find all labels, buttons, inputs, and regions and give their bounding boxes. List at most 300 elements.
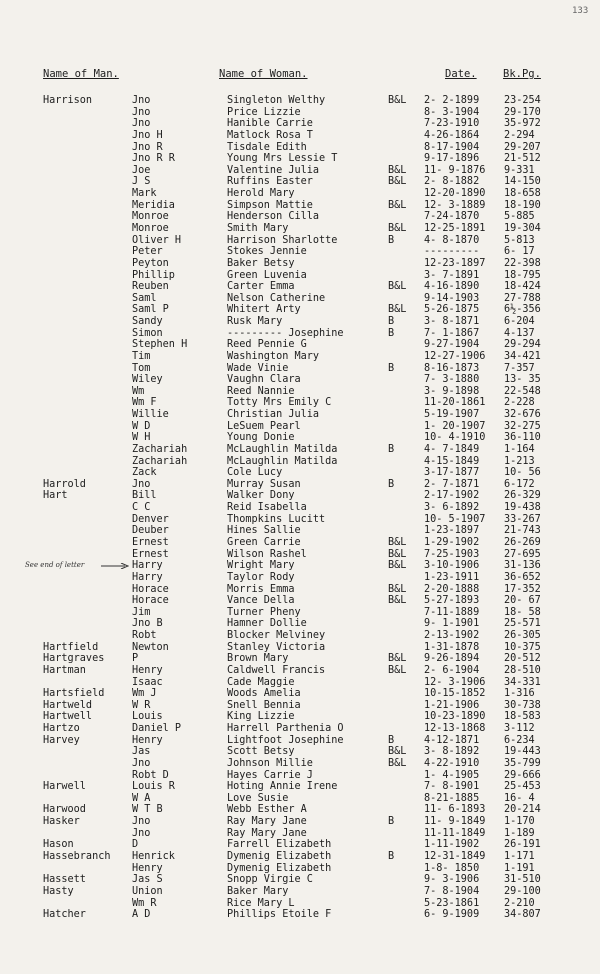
record-type-cell: B (388, 478, 395, 490)
book-page-cell: 30-738 (504, 699, 541, 711)
book-page-cell: 27-695 (504, 548, 541, 560)
table-row (0, 642, 600, 654)
date-cell: 3- 7-1891 (424, 269, 480, 281)
date-cell: 5-19-1907 (424, 409, 480, 420)
date-cell: 4-22-1910 (424, 757, 480, 769)
record-type-cell: B&L (388, 222, 407, 234)
table-row (0, 909, 600, 921)
table-row (0, 618, 600, 630)
book-page-cell: 32-676 (504, 409, 541, 420)
table-row (0, 839, 600, 851)
given-name-cell: Harry (132, 560, 163, 572)
given-name-cell: Meridia (132, 199, 175, 211)
record-type-cell: B&L (388, 95, 407, 106)
book-page-cell: 34-331 (504, 676, 541, 688)
given-name-cell: Jno (132, 816, 151, 828)
given-name-cell: Peter (132, 246, 163, 258)
given-name-cell: D (132, 839, 139, 851)
woman-name-cell: Snopp Virgie C (227, 874, 313, 886)
woman-name-cell: Smith Mary (227, 222, 289, 234)
woman-name-cell: Wilson Rashel (227, 548, 307, 560)
given-name-cell: Wm J (132, 688, 157, 700)
woman-name-cell: Thompkins Lucitt (227, 513, 326, 525)
book-page-cell: 2-294 (504, 129, 535, 141)
book-page-cell: 25-571 (504, 618, 541, 630)
date-cell: 4-26-1864 (424, 129, 480, 141)
record-type-cell: B&L (388, 664, 407, 676)
date-cell: 2-17-1902 (424, 490, 480, 502)
woman-name-cell: Johnson Millie (227, 757, 313, 769)
book-page-cell: 1-191 (504, 862, 535, 874)
margin-note: See end of letter (25, 561, 85, 569)
record-type-cell: B&L (388, 746, 407, 758)
woman-name-cell: Reed Nannie (227, 385, 295, 397)
surname-cell: Hasker (43, 816, 80, 828)
woman-name-cell: Blocker Melviney (227, 630, 326, 641)
book-page-cell: 4-137 (504, 327, 535, 339)
book-page-cell: 7-357 (504, 362, 535, 374)
record-type-cell: B&L (388, 199, 407, 211)
date-cell: 8-17-1904 (424, 141, 480, 153)
woman-name-cell: Cole Lucy (227, 467, 283, 479)
book-page-cell: 1-170 (504, 816, 535, 828)
date-cell: 10-23-1890 (424, 711, 486, 723)
given-name-cell: Denver (132, 513, 169, 525)
book-page-cell: 26-269 (504, 536, 541, 548)
date-cell: 5-27-1893 (424, 595, 480, 607)
surname-cell: Hartgraves (43, 653, 105, 665)
woman-name-cell: Hines Sallie (227, 525, 301, 537)
book-page-cell: 22-548 (504, 385, 541, 397)
given-name-cell: W D (132, 420, 151, 432)
record-type-cell: B (388, 327, 395, 339)
surname-cell: Hassett (43, 874, 86, 886)
book-page-cell: 6½-356 (504, 304, 541, 316)
book-page-cell: 18-190 (504, 199, 541, 211)
book-page-cell: 35-972 (504, 118, 541, 130)
book-page-cell: 18-795 (504, 269, 541, 281)
book-page-cell: 20-214 (504, 804, 541, 816)
given-name-cell: A D (132, 909, 151, 921)
date-cell: 1-23-1911 (424, 571, 480, 583)
woman-name-cell: Reed Pennie G (227, 339, 307, 351)
woman-name-cell: Baker Mary (227, 885, 289, 897)
table-row (0, 816, 600, 828)
date-cell: 3-10-1906 (424, 560, 480, 572)
woman-name-cell: Carter Emma (227, 281, 295, 293)
table-row (0, 746, 600, 758)
given-name-cell: Oliver H (132, 234, 182, 246)
woman-name-cell: Young Donie (227, 432, 295, 444)
woman-name-cell: Wade Vinie (227, 362, 289, 374)
given-name-cell: Isaac (132, 676, 163, 688)
surname-cell: Hartweld (43, 699, 93, 711)
surname-cell: Harrold (43, 478, 86, 490)
record-type-cell: B&L (388, 757, 407, 769)
table-row (0, 293, 600, 305)
date-cell: 1- 4-1905 (424, 769, 480, 781)
table-row (0, 584, 600, 596)
surname-cell: Hartman (43, 664, 86, 676)
given-name-cell: Ernest (132, 536, 169, 548)
woman-name-cell: Rice Mary L (227, 897, 295, 909)
book-page-cell: 29-294 (504, 339, 541, 351)
table-row (0, 270, 600, 282)
table-row (0, 514, 600, 526)
table-row (0, 432, 600, 444)
given-name-cell: Zachariah (132, 443, 188, 455)
woman-name-cell: Caldwell Francis (227, 664, 326, 676)
book-page-cell: 20- 67 (504, 595, 541, 607)
given-name-cell: Robt D (132, 769, 169, 781)
date-cell: 11- 9-1876 (424, 164, 486, 176)
table-row (0, 304, 600, 316)
record-type-cell: B&L (388, 281, 407, 293)
date-cell: 1-31-1878 (424, 641, 480, 653)
given-name-cell: Simon (132, 327, 163, 339)
given-name-cell: Jno (132, 478, 151, 490)
given-name-cell: Mark (132, 188, 157, 199)
table-row (0, 572, 600, 584)
given-name-cell: Ernest (132, 548, 169, 560)
record-type-cell: B&L (388, 164, 407, 176)
woman-name-cell: Hoting Annie Irene (227, 781, 338, 793)
record-type-cell: B (388, 851, 395, 862)
table-row (0, 490, 600, 502)
book-page-cell: 26-305 (504, 630, 541, 641)
given-name-cell: C C (132, 502, 151, 514)
given-name-cell: Jno B (132, 618, 163, 630)
woman-name-cell: Phillips Etoile F (227, 909, 332, 921)
book-page-cell: 2-210 (504, 897, 535, 909)
woman-name-cell: Love Susie (227, 792, 289, 804)
table-row (0, 397, 600, 409)
table-row (0, 688, 600, 700)
given-name-cell: W T B (132, 804, 163, 816)
date-cell: 7-24-1870 (424, 211, 480, 223)
date-cell: 1-11-1902 (424, 839, 480, 851)
table-row (0, 851, 600, 863)
table-row (0, 665, 600, 677)
woman-name-cell: Tisdale Edith (227, 141, 307, 153)
book-page-cell: 27-788 (504, 292, 541, 304)
book-page-cell: 35-799 (504, 757, 541, 769)
woman-name-cell: Snell Bennia (227, 699, 301, 711)
book-page-cell: 16- 4 (504, 792, 535, 804)
date-cell: 10- 4-1910 (424, 432, 486, 444)
woman-name-cell: Whitert Arty (227, 304, 301, 316)
date-cell: 8-21-1885 (424, 792, 480, 804)
date-cell: 2- 8-1882 (424, 176, 480, 188)
record-type-cell: B&L (388, 304, 407, 316)
given-name-cell: Bill (132, 490, 157, 502)
surname-cell: Hatcher (43, 909, 86, 921)
given-name-cell: W A (132, 792, 151, 804)
table-row (0, 176, 600, 188)
table-row (0, 502, 600, 514)
book-page-cell: 1-316 (504, 688, 535, 700)
date-cell: 1-29-1902 (424, 536, 480, 548)
table-row (0, 781, 600, 793)
woman-name-cell: Woods Amelia (227, 688, 301, 700)
table-row (0, 328, 600, 340)
given-name-cell: Daniel P (132, 723, 182, 734)
given-name-cell: Saml P (132, 304, 169, 316)
woman-name-cell: Morris Emma (227, 583, 295, 595)
given-name-cell: Jno R R (132, 153, 175, 165)
book-page-cell: 21-743 (504, 525, 541, 537)
table-row (0, 339, 600, 351)
given-name-cell: Wm (132, 385, 145, 397)
surname-cell: Hartfield (43, 641, 99, 653)
table-row (0, 153, 600, 165)
book-page-cell: 36-652 (504, 571, 541, 583)
date-cell: 9- 3-1906 (424, 874, 480, 886)
date-cell: 3-17-1877 (424, 467, 480, 479)
given-name-cell: Jno H (132, 129, 163, 141)
given-name-cell: Sandy (132, 316, 163, 327)
given-name-cell: Reuben (132, 281, 169, 293)
page-number: 133 (572, 6, 589, 16)
table-row (0, 677, 600, 689)
book-page-cell: 1-189 (504, 827, 535, 839)
woman-name-cell: Stanley Victoria (227, 641, 326, 653)
date-cell: 3- 8-1892 (424, 746, 480, 758)
given-name-cell: P (132, 653, 139, 665)
date-cell: 7- 8-1904 (424, 885, 480, 897)
given-name-cell: Phillip (132, 269, 175, 281)
table-row (0, 188, 600, 200)
book-page-cell: 6-172 (504, 478, 535, 490)
table-row (0, 211, 600, 223)
woman-name-cell: Nelson Catherine (227, 292, 326, 304)
woman-name-cell: Hanible Carrie (227, 118, 313, 130)
woman-name-cell: Ruffins Easter (227, 176, 313, 188)
date-cell: 9-14-1903 (424, 292, 480, 304)
given-name-cell: Zack (132, 467, 157, 479)
given-name-cell: Jno (132, 106, 151, 118)
woman-name-cell: Taylor Rody (227, 571, 295, 583)
table-row (0, 200, 600, 212)
given-name-cell: Jno (132, 757, 151, 769)
table-row (0, 595, 600, 607)
date-cell: 10- 5-1907 (424, 513, 486, 525)
record-type-cell: B&L (388, 560, 407, 572)
table-row (0, 235, 600, 247)
surname-cell: Harvey (43, 734, 80, 746)
book-page-cell: 19-304 (504, 222, 541, 234)
record-type-cell: B (388, 734, 395, 746)
book-page-cell: 23-254 (504, 95, 541, 106)
woman-name-cell: Scott Betsy (227, 746, 295, 758)
woman-name-cell: McLaughlin Matilda (227, 443, 338, 455)
table-row (0, 142, 600, 154)
woman-name-cell: Vance Della (227, 595, 295, 607)
record-type-cell: B&L (388, 536, 407, 548)
surname-cell: Hartzo (43, 723, 80, 734)
given-name-cell: Zachariah (132, 455, 188, 467)
record-type-cell: B&L (388, 548, 407, 560)
woman-name-cell: Young Mrs Lessie T (227, 153, 338, 165)
woman-name-cell: Washington Mary (227, 350, 320, 362)
book-page-cell: 6-234 (504, 734, 535, 746)
date-cell: 2-13-1902 (424, 630, 480, 641)
date-cell: 3- 9-1898 (424, 385, 480, 397)
given-name-cell: W R (132, 699, 151, 711)
given-name-cell: Louis (132, 711, 163, 723)
table-row (0, 770, 600, 782)
date-cell: --------- (424, 246, 480, 258)
table-row (0, 421, 600, 433)
record-type-cell: B&L (388, 653, 407, 665)
book-page-cell: 6-204 (504, 316, 535, 327)
date-cell: 2- 7-1871 (424, 478, 480, 490)
date-cell: 1-21-1906 (424, 699, 480, 711)
book-page-cell: 6- 17 (504, 246, 535, 258)
woman-name-cell: Henderson Cilla (227, 211, 320, 223)
record-type-cell: B&L (388, 583, 407, 595)
book-page-cell: 18-658 (504, 188, 541, 199)
date-cell: 1- 20-1907 (424, 420, 486, 432)
book-page-cell: 29-100 (504, 885, 541, 897)
given-name-cell: W H (132, 432, 151, 444)
table-row (0, 607, 600, 619)
woman-name-cell: Christian Julia (227, 409, 320, 420)
given-name-cell: Peyton (132, 257, 169, 269)
table-row (0, 525, 600, 537)
given-name-cell: Henry (132, 664, 163, 676)
table-row (0, 700, 600, 712)
table-row (0, 804, 600, 816)
woman-name-cell: Green Carrie (227, 536, 301, 548)
given-name-cell: Jim (132, 606, 151, 618)
date-cell: 4-12-1871 (424, 734, 480, 746)
date-cell: 8- 3-1904 (424, 106, 480, 118)
date-cell: 11-11-1849 (424, 827, 486, 839)
date-cell: 5-23-1861 (424, 897, 480, 909)
woman-name-cell: Murray Susan (227, 478, 301, 490)
woman-name-cell: King Lizzie (227, 711, 295, 723)
date-cell: 4-15-1849 (424, 455, 480, 467)
given-name-cell: Henry (132, 862, 163, 874)
given-name-cell: Tim (132, 350, 151, 362)
given-name-cell: Jno (132, 827, 151, 839)
table-row (0, 549, 600, 561)
woman-name-cell: Baker Betsy (227, 257, 295, 269)
given-name-cell: Henry (132, 734, 163, 746)
table-row (0, 351, 600, 363)
book-page-cell: 3-112 (504, 723, 535, 734)
table-row (0, 95, 600, 107)
surname-cell: Harwell (43, 781, 86, 793)
book-page-cell: 26-329 (504, 490, 541, 502)
date-cell: 12-23-1897 (424, 257, 486, 269)
book-page-cell: 1-164 (504, 443, 535, 455)
given-name-cell: Harry (132, 571, 163, 583)
table-row (0, 630, 600, 642)
woman-name-cell: Walker Dony (227, 490, 295, 502)
table-row (0, 456, 600, 468)
woman-name-cell: Hamner Dollie (227, 618, 307, 630)
woman-name-cell: Simpson Mattie (227, 199, 313, 211)
given-name-cell: Tom (132, 362, 151, 374)
woman-name-cell: Harrison Sharlotte (227, 234, 338, 246)
table-row (0, 874, 600, 886)
date-cell: 12-13-1868 (424, 723, 486, 734)
given-name-cell: Newton (132, 641, 169, 653)
given-name-cell: Wm R (132, 897, 157, 909)
table-row (0, 653, 600, 665)
woman-name-cell: Price Lizzie (227, 106, 301, 118)
date-cell: 7- 1-1867 (424, 327, 480, 339)
woman-name-cell: Reid Isabella (227, 502, 307, 514)
book-page-cell: 18-424 (504, 281, 541, 293)
woman-name-cell: McLaughlin Matilda (227, 455, 338, 467)
woman-name-cell: Valentine Julia (227, 164, 320, 176)
table-row (0, 758, 600, 770)
table-row (0, 386, 600, 398)
date-cell: 1-23-1897 (424, 525, 480, 537)
date-cell: 2- 2-1899 (424, 95, 480, 106)
book-page-cell: 18-583 (504, 711, 541, 723)
given-name-cell: Horace (132, 595, 169, 607)
woman-name-cell: Matlock Rosa T (227, 129, 313, 141)
book-page-cell: 34-421 (504, 350, 541, 362)
given-name-cell: Jno (132, 95, 151, 106)
book-page-cell: 26-191 (504, 839, 541, 851)
woman-name-cell: Rusk Mary (227, 316, 283, 327)
table-row (0, 409, 600, 421)
table-row (0, 444, 600, 456)
book-page-cell: 25-453 (504, 781, 541, 793)
given-name-cell: Henrick (132, 851, 175, 862)
book-page-cell: 18- 58 (504, 606, 541, 618)
table-row (0, 828, 600, 840)
date-cell: 12- 3-1906 (424, 676, 486, 688)
table-row (0, 863, 600, 875)
surname-cell: Harwood (43, 804, 86, 816)
given-name-cell: Louis R (132, 781, 175, 793)
date-cell: 7-23-1910 (424, 118, 480, 130)
book-page-cell: 5-813 (504, 234, 535, 246)
date-cell: 7- 3-1880 (424, 374, 480, 386)
date-cell: 10-15-1852 (424, 688, 486, 700)
given-name-cell: Monroe (132, 222, 169, 234)
table-row (0, 711, 600, 723)
book-page-cell: 17-352 (504, 583, 541, 595)
book-page-cell: 1-213 (504, 455, 535, 467)
record-type-cell: B (388, 316, 395, 327)
table-row (0, 281, 600, 293)
table-row (0, 374, 600, 386)
table-row (0, 723, 600, 735)
woman-name-cell: Dymenig Elizabeth (227, 851, 332, 862)
date-cell: 9-17-1896 (424, 153, 480, 165)
book-page-cell: 1-171 (504, 851, 535, 862)
given-name-cell: Jas S (132, 874, 163, 886)
table-row (0, 793, 600, 805)
table-row (0, 537, 600, 549)
woman-name-cell: Dymenig Elizabeth (227, 862, 332, 874)
date-cell: 4-16-1890 (424, 281, 480, 293)
date-cell: 7-11-1889 (424, 606, 480, 618)
given-name-cell: Joe (132, 164, 151, 176)
date-cell: 11- 6-1893 (424, 804, 486, 816)
given-name-cell: Jno R (132, 141, 163, 153)
date-cell: 7-25-1903 (424, 548, 480, 560)
book-page-cell: 32-275 (504, 420, 541, 432)
book-page-cell: 31-136 (504, 560, 541, 572)
